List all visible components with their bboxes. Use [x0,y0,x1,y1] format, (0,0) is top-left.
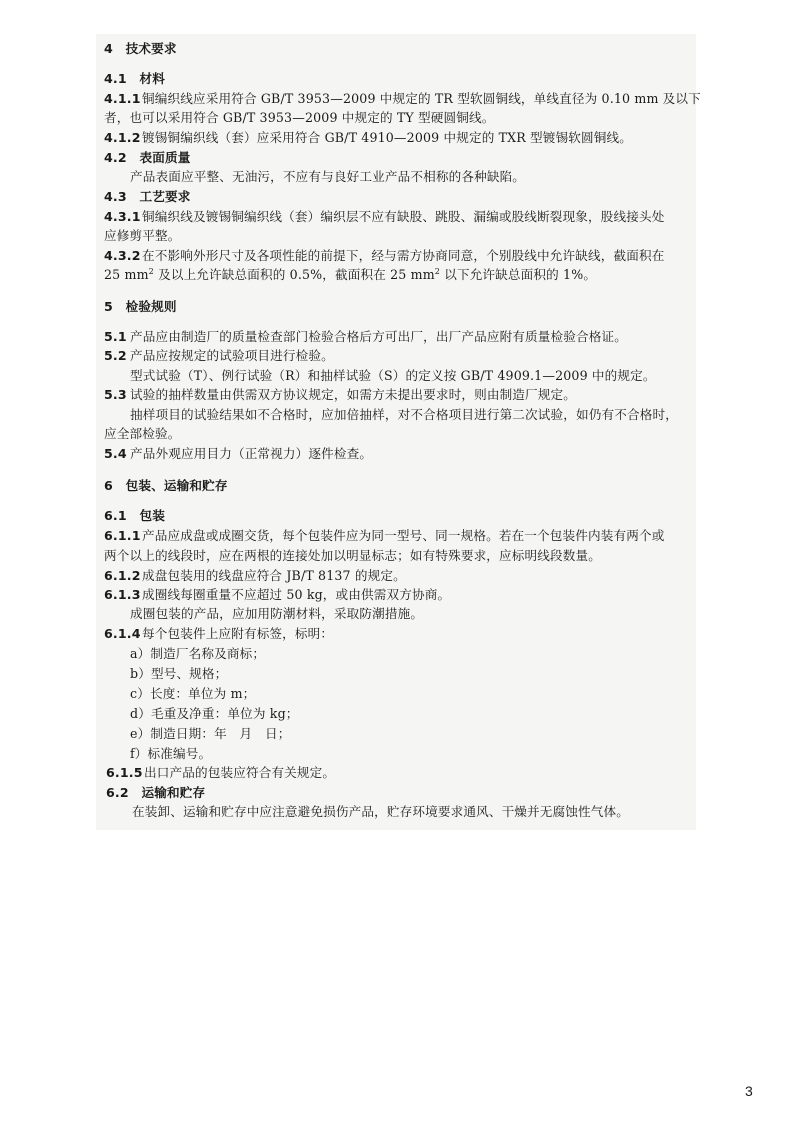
list-item: b）型号、规格； [130,666,228,681]
clause-text: 试验的抽样数量由供需双方协议规定，如需方未提出要求时，则由制造厂规定。 [130,387,577,402]
clause-6-1-1-cont: 两个以上的线段时，应在两根的连接处加以明显标志；如有特殊要求，应标明线段数量。 [104,548,602,563]
section-4-3-heading: 4.3 工艺要求 [104,189,191,204]
text-part: 25 mm [104,267,149,282]
clause-4-3-1-cont: 应修剪平整。 [104,228,181,243]
clause-5-2 [104,347,334,365]
clause-number: 4.1.2 [104,130,141,145]
section-6-2-text: 在装卸、运输和贮存中应注意避免损伤产品，贮存环境要求通风、干燥并无腐蚀性气体。 [132,804,630,819]
clause-text: 产品应成盘或成圈交货，每个包装件应为同一型号、同一规格。若在一个包装件内装有两个或 [142,528,665,543]
section-4-2-heading: 4.2 表面质量 [104,150,191,165]
clause-6-1-5 [106,764,335,782]
clause-4-1-1 [104,90,701,108]
clause-6-1-4 [104,625,333,643]
clause-4-3-1 [104,208,665,226]
clause-4-3-2 [104,247,665,265]
clause-6-1-2 [104,567,406,585]
clause-number: 4.1.1 [104,91,141,106]
list-item: a）制造厂名称及商标； [130,646,266,661]
section-6-heading: 6 包装、运输和贮存 [104,478,228,493]
clause-number: 4.3.2 [104,248,141,263]
superscript: 2 [434,267,441,276]
text-part: 以下允许缺总面积的 1%。 [440,267,597,282]
section-5-heading: 5 检验规则 [104,299,177,314]
clause-6-1-3-sub: 成圈包装的产品，应加用防潮材料，采取防潮措施。 [130,606,424,621]
section-6-2-heading: 6.2 运输和贮存 [106,785,206,800]
clause-number: 6.1.3 [104,587,141,602]
superscript: 2 [148,267,154,276]
clause-5-3-sub: 抽样项目的试验结果如不合格时，应加倍抽样，对不合格项目进行第二次试验，如仍有不合格时， [130,407,678,422]
clause-number: 6.1.2 [104,568,141,583]
section-4-1-heading: 4.1 材料 [104,71,165,86]
clause-text: 产品应按规定的试验项目进行检验。 [130,348,334,363]
clause-text: 铜编织线及镀锡铜编织线（套）编织层不应有缺股、跳股、漏编或股线断裂现象，股线接头处 [142,209,665,224]
clause-4-3-2-cont [104,266,596,284]
clause-number: 5.1 [104,329,127,344]
clause-5-3 [104,386,576,404]
clause-number: 6.1.4 [104,626,141,641]
clause-number: 4.3.1 [104,209,141,224]
list-item: d）毛重及净重：单位为 kg； [130,706,299,721]
clause-5-1 [104,328,627,346]
clause-5-2-sub: 型式试验（T）、例行试验（R）和抽样试验（S）的定义按 GB/T 4909.1—2009 中的规定。 [130,368,656,383]
clause-text: 产品应由制造厂的质量检查部门检验合格后方可出厂，出厂产品应附有质量检验合格证。 [130,329,628,344]
clause-number: 6.1.5 [106,765,143,780]
clause-text: 产品外观应用目力（正常视力）逐件检查。 [130,446,373,461]
clause-text: 每个包装件上应附有标签，标明： [142,626,334,641]
clause-5-3-sub-cont: 应全部检验。 [104,426,181,441]
clause-4-1-1-cont: 者，也可以采用符合 GB/T 3953—2009 中规定的 TY 型硬圆铜线。 [104,110,495,125]
list-item: e）制造日期：年 月 日； [130,726,291,741]
list-item: c）长度：单位为 m； [130,686,256,701]
page-number: 3 [745,1083,753,1099]
clause-text: 成盘包装用的线盘应符合 JB/T 8137 的规定。 [142,568,406,583]
section-4-heading: 4 技术要求 [104,41,177,56]
section-4-2-text: 产品表面应平整、无油污，不应有与良好工业产品不相称的各种缺陷。 [130,169,526,184]
clause-5-4 [104,445,372,463]
clause-6-1-3 [104,586,450,604]
clause-6-1-1 [104,527,665,545]
clause-text: 在不影响外形尺寸及各项性能的前提下，经与需方协商同意，个别股线中允许缺线，截面积在 [142,248,665,263]
clause-text: 成圈线每圈重量不应超过 50 kg，或由供需双方协商。 [142,587,451,602]
clause-text: 铜编织线应采用符合 GB/T 3953—2009 中规定的 TR 型软圆铜线，单线直径为 0.10 mm 及以下 [142,91,701,106]
clause-number: 5.2 [104,348,127,363]
clause-4-1-2 [104,129,632,147]
clause-text: 镀锡铜编织线（套）应采用符合 GB/T 4910—2009 中规定的 TXR 型镀锡软圆铜线。 [142,130,633,145]
clause-number: 5.3 [104,387,127,402]
clause-number: 5.4 [104,446,127,461]
section-6-1-heading: 6.1 包装 [104,508,165,523]
clause-text: 出口产品的包装应符合有关规定。 [144,765,336,780]
text-part: 及以上允许缺总面积的 0.5%，截面积在 25 mm [153,267,435,282]
clause-number: 6.1.1 [104,528,141,543]
list-item: f）标准编号。 [130,746,212,761]
